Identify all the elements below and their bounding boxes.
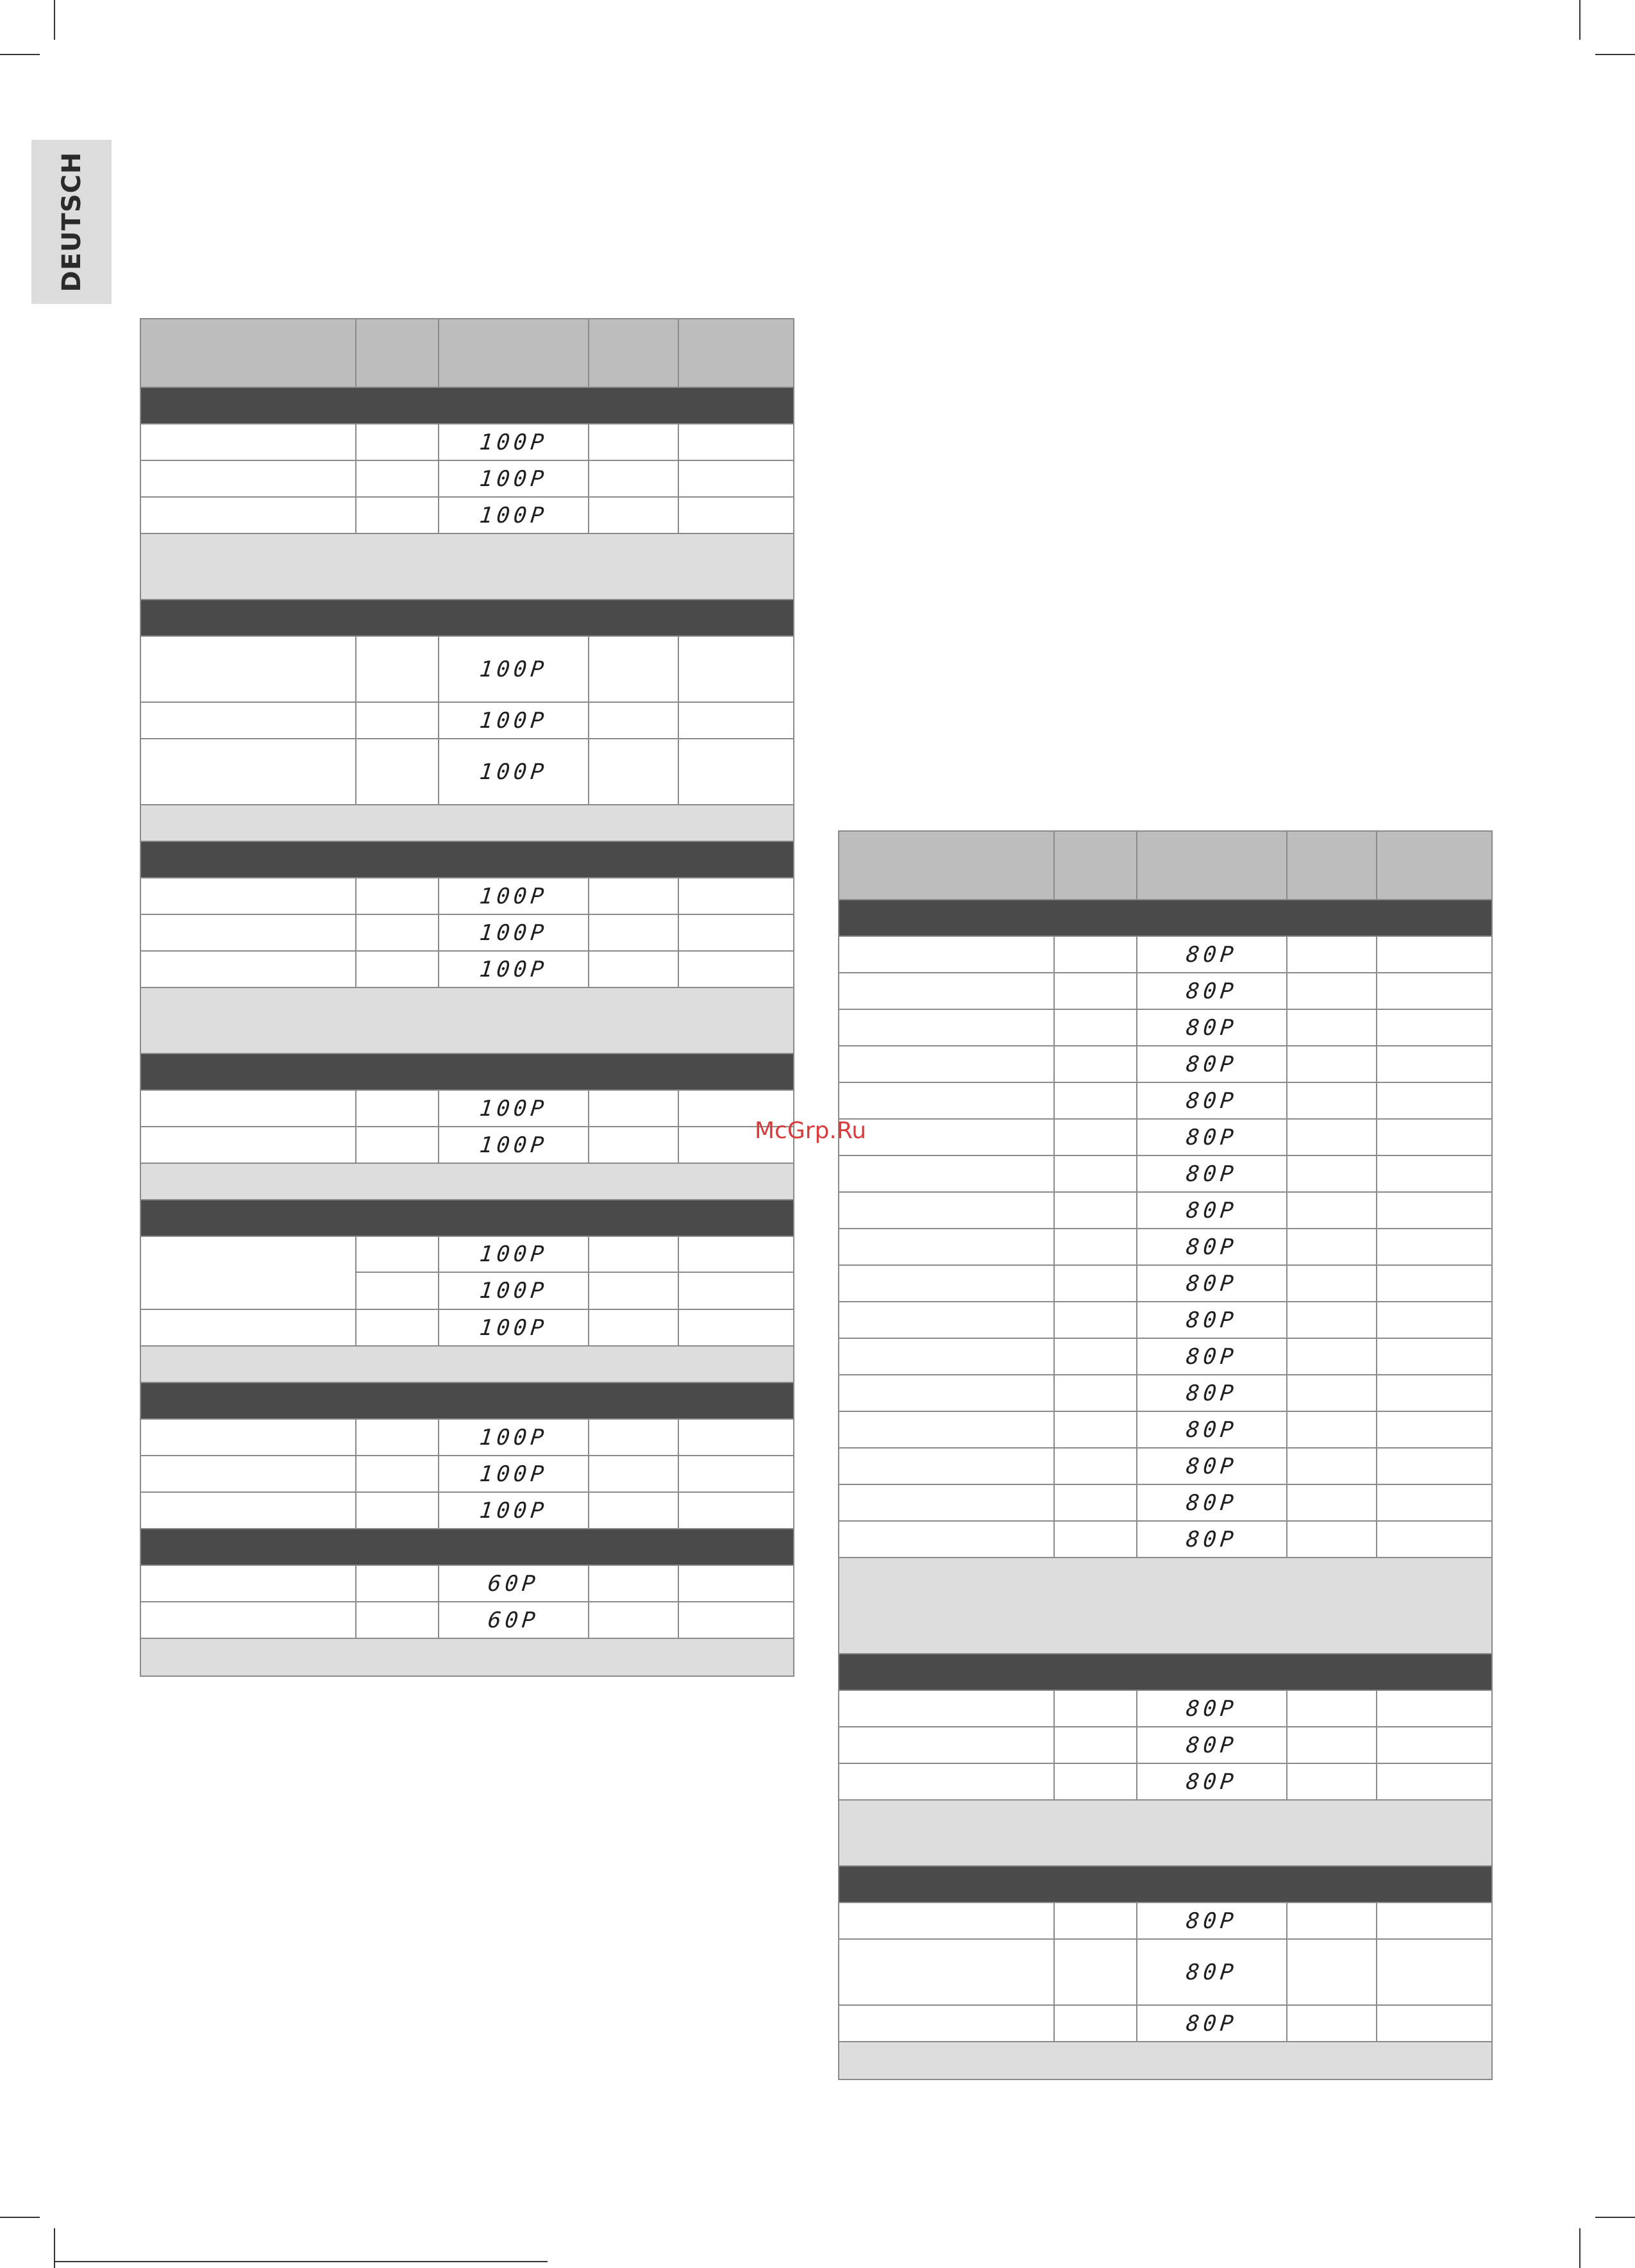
power-value: 100P xyxy=(478,1497,549,1524)
table-row xyxy=(839,1449,1491,1485)
table-row xyxy=(839,1266,1491,1302)
power-value: 100P xyxy=(478,429,549,455)
table-header xyxy=(141,319,793,388)
section-bar xyxy=(839,1654,1491,1691)
note-row xyxy=(141,805,793,842)
power-value: 80P xyxy=(1185,1526,1239,1552)
power-value: 80P xyxy=(1185,1051,1239,1077)
language-tab xyxy=(31,140,112,304)
section-bar xyxy=(141,388,793,424)
table-row xyxy=(141,498,793,534)
section-bar xyxy=(141,1529,793,1566)
table-row xyxy=(839,973,1491,1010)
power-value: 80P xyxy=(1185,1270,1239,1297)
power-value: 100P xyxy=(478,1461,549,1487)
power-value: 80P xyxy=(1185,1124,1239,1150)
left-program-table xyxy=(140,318,794,1677)
table-row xyxy=(839,1339,1491,1375)
power-value: 100P xyxy=(478,1132,549,1158)
power-value: 80P xyxy=(1185,1161,1239,1187)
power-value: 80P xyxy=(1185,1234,1239,1260)
power-value: 60P xyxy=(487,1607,541,1633)
power-value: 100P xyxy=(478,956,549,982)
crop-mark xyxy=(0,2217,40,2218)
power-value: 80P xyxy=(1185,1014,1239,1041)
power-value: 80P xyxy=(1185,1197,1239,1223)
power-value: 80P xyxy=(1185,941,1239,968)
power-value: 80P xyxy=(1185,1768,1239,1795)
section-bar xyxy=(839,900,1491,937)
table-row xyxy=(141,1456,793,1493)
table-row xyxy=(141,915,793,952)
power-value: 100P xyxy=(478,1278,549,1304)
power-value: 80P xyxy=(1185,1959,1239,1985)
section-bar xyxy=(141,1200,793,1237)
table-row xyxy=(141,1493,793,1529)
section-bar xyxy=(839,1867,1491,1903)
power-value: 80P xyxy=(1185,1908,1239,1934)
power-value: 100P xyxy=(478,466,549,492)
power-value: 80P xyxy=(1185,1088,1239,1114)
power-value: 100P xyxy=(478,707,549,734)
power-value: 100P xyxy=(478,1315,549,1341)
table-row xyxy=(141,878,793,915)
crop-mark xyxy=(1595,54,1635,55)
note-row xyxy=(141,1164,793,1200)
note-row xyxy=(141,988,793,1054)
table-row xyxy=(141,1127,793,1164)
table-row xyxy=(141,1602,793,1639)
table-row xyxy=(839,1302,1491,1339)
power-value: 100P xyxy=(478,759,549,785)
power-value: 80P xyxy=(1185,1343,1239,1370)
power-value: 80P xyxy=(1185,1732,1239,1758)
power-value: 80P xyxy=(1185,1416,1239,1443)
table-row xyxy=(839,1193,1491,1229)
table-row xyxy=(839,1903,1491,1940)
language-label: DEUTSCH xyxy=(56,151,87,292)
power-value: 100P xyxy=(478,1424,549,1450)
note-row xyxy=(141,1639,793,1676)
power-value: 80P xyxy=(1185,978,1239,1004)
power-value: 100P xyxy=(478,883,549,909)
table-row xyxy=(839,1485,1491,1522)
note-row xyxy=(839,1801,1491,1867)
table-row xyxy=(839,1229,1491,1266)
right-program-table xyxy=(838,830,1493,2080)
power-value: 100P xyxy=(478,1241,549,1267)
table-row xyxy=(839,1764,1491,1801)
crop-mark xyxy=(1579,2228,1581,2268)
section-bar xyxy=(141,842,793,878)
table-row xyxy=(839,1412,1491,1449)
power-value: 100P xyxy=(478,1095,549,1121)
table-row xyxy=(839,1156,1491,1193)
table-row xyxy=(839,1120,1491,1156)
table-row xyxy=(141,637,793,703)
power-value: 80P xyxy=(1185,1490,1239,1516)
table-row xyxy=(141,1310,793,1347)
table-row xyxy=(141,1091,793,1127)
table-row xyxy=(839,1083,1491,1120)
power-value: 80P xyxy=(1185,1380,1239,1406)
note-row xyxy=(839,2042,1491,2079)
footer-rule xyxy=(54,2261,548,2262)
table-row xyxy=(141,952,793,988)
table-row xyxy=(141,703,793,739)
section-bar xyxy=(141,1383,793,1420)
power-value: 100P xyxy=(478,502,549,528)
table-row xyxy=(839,1010,1491,1046)
watermark-text: McGrp.Ru xyxy=(755,1118,867,1144)
crop-mark xyxy=(1595,2217,1635,2218)
power-value: 60P xyxy=(487,1570,541,1597)
table-row xyxy=(839,2006,1491,2042)
power-value: 80P xyxy=(1185,2010,1239,2037)
table-row xyxy=(839,1940,1491,2006)
crop-mark xyxy=(1579,0,1581,40)
table-header xyxy=(839,832,1491,900)
section-bar xyxy=(141,1054,793,1091)
power-value: 80P xyxy=(1185,1453,1239,1479)
table-row xyxy=(839,1522,1491,1558)
power-value: 80P xyxy=(1185,1695,1239,1722)
power-value: 100P xyxy=(478,920,549,946)
crop-mark xyxy=(54,0,55,40)
crop-mark xyxy=(0,54,40,55)
table-row xyxy=(141,1420,793,1456)
merged-row-group xyxy=(141,1237,793,1310)
table-row xyxy=(839,1727,1491,1764)
note-row xyxy=(141,534,793,600)
section-bar xyxy=(141,600,793,637)
table-row xyxy=(839,937,1491,973)
table-row xyxy=(839,1375,1491,1412)
note-row xyxy=(141,1347,793,1383)
power-value: 80P xyxy=(1185,1307,1239,1333)
table-row xyxy=(141,461,793,498)
table-row xyxy=(839,1046,1491,1083)
table-row xyxy=(839,1691,1491,1727)
power-value: 100P xyxy=(478,656,549,682)
table-row xyxy=(141,739,793,805)
table-row xyxy=(141,1566,793,1602)
table-row xyxy=(141,424,793,461)
note-row xyxy=(839,1558,1491,1654)
